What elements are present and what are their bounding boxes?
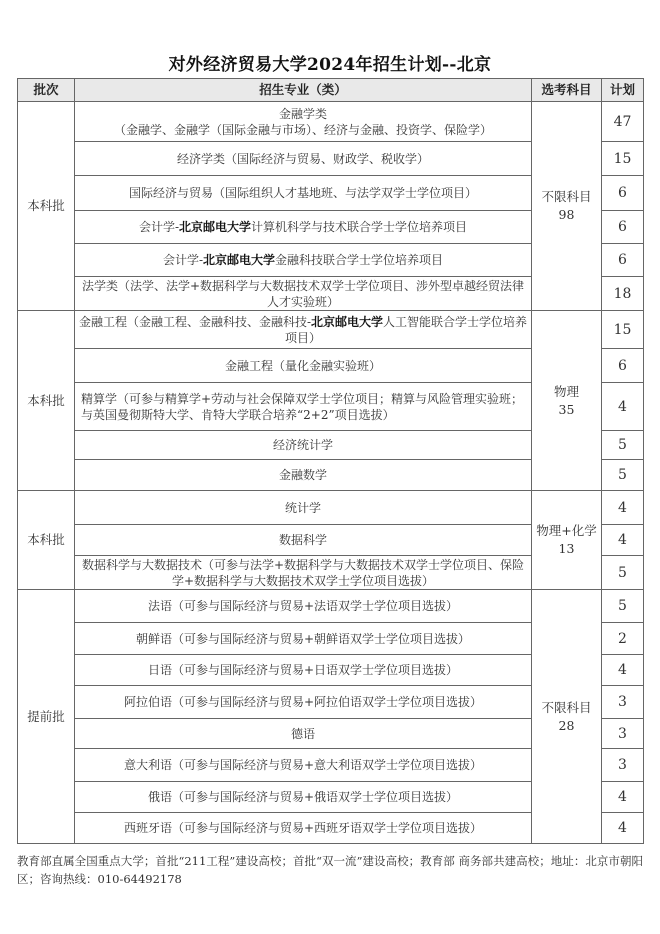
plan-cell: 5 xyxy=(602,460,644,491)
major-cell xyxy=(75,211,532,244)
major-cell: 数据科学 xyxy=(75,525,532,556)
plan-cell: 15 xyxy=(602,311,644,349)
plan-cell: 5 xyxy=(602,556,644,590)
plan-cell: 3 xyxy=(602,686,644,719)
major-prefix: 会计学- xyxy=(162,253,204,267)
major-cell: 国际经济与贸易（国际组织人才基地班、与法学双学士学位项目） xyxy=(75,176,532,211)
major-cell xyxy=(75,311,532,349)
subjects-cell xyxy=(532,590,602,844)
table-row xyxy=(18,590,644,623)
major-cell: 经济统计学 xyxy=(75,431,532,460)
subjects-label: 物理+化学 xyxy=(536,523,597,538)
major-name: 金融学类 xyxy=(278,106,327,121)
major-cell: 法语（可参与国际经济与贸易+法语双学士学位项目选拔） xyxy=(75,590,532,623)
major-suffix: 计算机科学与技术联合学士学位培养项目 xyxy=(251,220,468,234)
header-plan: 计划 xyxy=(602,79,644,102)
subjects-count: 13 xyxy=(558,541,575,556)
batch-cell: 本科批 xyxy=(18,311,75,491)
subjects-cell xyxy=(532,311,602,491)
plan-cell: 5 xyxy=(602,431,644,460)
subjects-cell xyxy=(532,491,602,590)
major-cell: 西班牙语（可参与国际经济与贸易+西班牙语双学士学位项目选拔） xyxy=(75,813,532,844)
table-header-row xyxy=(18,79,644,102)
major-detail: （金融学、金融学（国际金融与市场）、经济与金融、投资学、保险学） xyxy=(113,122,492,137)
major-cell xyxy=(75,244,532,277)
plan-cell: 15 xyxy=(602,142,644,176)
subjects-count: 28 xyxy=(558,717,575,733)
major-prefix: 金融工程（金融工程、金融科技、金融科技- xyxy=(78,314,312,329)
batch-cell: 提前批 xyxy=(18,590,75,844)
major-cell: 俄语（可参与国际经济与贸易+俄语双学士学位项目选拔） xyxy=(75,782,532,813)
plan-cell: 18 xyxy=(602,277,644,311)
subjects-count: 35 xyxy=(558,401,575,417)
major-cell: 金融工程（量化金融实验班） xyxy=(75,349,532,383)
major-cell: 精算学（可参与精算学+劳动与社会保障双学士学位项目；精算与风险管理实验班；与英国曼彻斯特大学、肯特大学联合培养“2+2”项目选拔） xyxy=(75,383,532,431)
plan-cell: 47 xyxy=(602,102,644,142)
table-row xyxy=(18,102,644,142)
major-cell: 阿拉伯语（可参与国际经济与贸易+阿拉伯语双学士学位项目选拔） xyxy=(75,686,532,719)
major-cell xyxy=(75,102,532,142)
table-row xyxy=(18,491,644,525)
major-cell: 法学类（法学、法学+数据科学与大数据技术双学士学位项目、涉外型卓越经贸法律人才实验班） xyxy=(75,277,532,311)
plan-cell: 4 xyxy=(602,491,644,525)
header-batch: 批次 xyxy=(18,79,75,102)
major-cell: 金融数学 xyxy=(75,460,532,491)
header-subjects: 选考科目 xyxy=(532,79,602,102)
plan-cell: 6 xyxy=(602,176,644,211)
batch-cell: 本科批 xyxy=(18,102,75,311)
major-cell: 统计学 xyxy=(75,491,532,525)
plan-cell: 3 xyxy=(602,719,644,749)
plan-cell: 4 xyxy=(602,655,644,686)
subjects-count: 98 xyxy=(558,207,575,222)
major-cell: 日语（可参与国际经济与贸易+日语双学士学位项目选拔） xyxy=(75,655,532,686)
plan-cell: 6 xyxy=(602,349,644,383)
subjects-label: 物理 xyxy=(553,383,579,399)
major-prefix: 会计学- xyxy=(138,220,180,234)
major-cell: 经济学类（国际经济与贸易、财政学、税收学） xyxy=(75,142,532,176)
subjects-cell xyxy=(532,102,602,311)
plan-cell: 5 xyxy=(602,590,644,623)
subjects-label: 不限科目 xyxy=(541,699,592,715)
page-title: 对外经济贸易大学2024年招生计划--北京 xyxy=(168,55,492,75)
plan-cell: 3 xyxy=(602,749,644,782)
plan-cell: 4 xyxy=(602,813,644,844)
header-major: 招生专业（类） xyxy=(75,79,532,102)
subjects-label: 不限科目 xyxy=(541,189,592,204)
major-suffix: 金融科技联合学士学位培养项目 xyxy=(275,253,444,267)
admission-plan-table xyxy=(17,78,644,844)
major-cell: 意大利语（可参与国际经济与贸易+意大利语双学士学位项目选拔） xyxy=(75,749,532,782)
major-cell: 德语 xyxy=(75,719,532,749)
partner-university: 北京邮电大学 xyxy=(311,314,384,329)
plan-cell: 2 xyxy=(602,623,644,655)
plan-cell: 4 xyxy=(602,525,644,556)
plan-cell: 4 xyxy=(602,782,644,813)
footer-note: 教育部直属全国重点大学；首批“211工程”建设高校；首批“双一流”建设高校；教育部 商务部共建高校；地址：北京市朝阳区；咨询热线：010-64492178 xyxy=(17,854,643,886)
plan-cell: 6 xyxy=(602,244,644,277)
plan-cell: 4 xyxy=(602,383,644,431)
plan-cell: 6 xyxy=(602,211,644,244)
table-row xyxy=(18,311,644,349)
batch-cell: 本科批 xyxy=(18,491,75,590)
major-cell: 数据科学与大数据技术（可参与法学+数据科学与大数据技术双学士学位项目、保险学+数据科学与大数据技术双学士学位项目选拔） xyxy=(75,556,532,590)
partner-university: 北京邮电大学 xyxy=(203,253,276,267)
major-suffix: 人工智能联合学士学位培养项目） xyxy=(284,314,528,345)
partner-university: 北京邮电大学 xyxy=(179,220,252,234)
major-cell: 朝鲜语（可参与国际经济与贸易+朝鲜语双学士学位项目选拔） xyxy=(75,623,532,655)
